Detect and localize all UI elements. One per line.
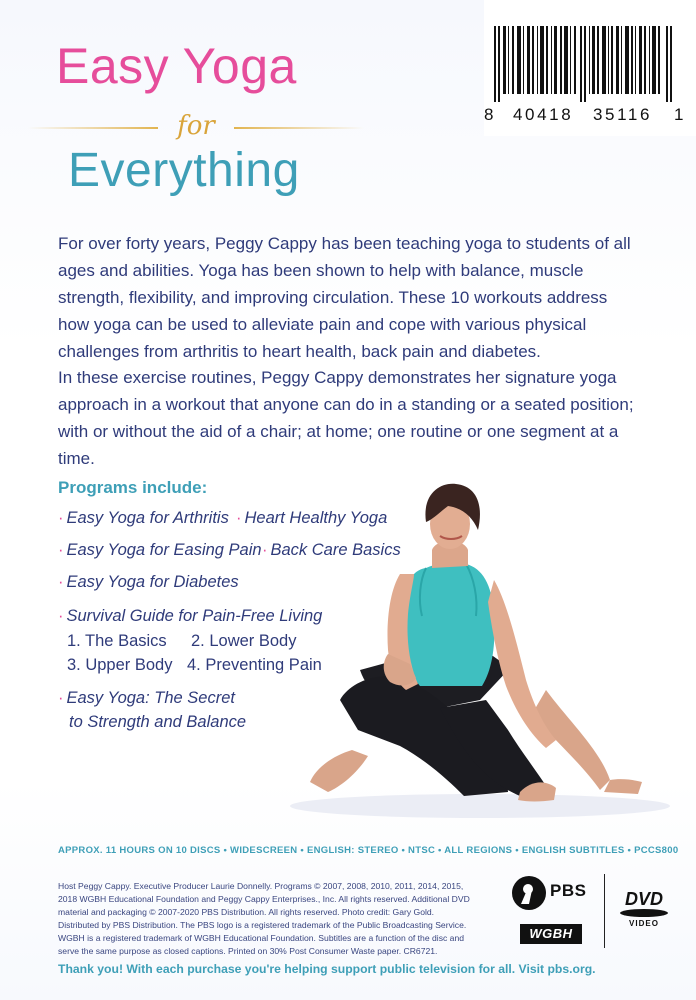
dvd-disc-icon xyxy=(620,909,668,917)
barcode-digits-left: 40418 xyxy=(513,105,574,124)
barcode-digit-lead: 8 xyxy=(484,105,494,124)
title-for-divider xyxy=(28,113,364,143)
gold-rule-right xyxy=(234,127,364,129)
dvd-logo-subtext: VIDEO xyxy=(629,919,659,928)
title-everything: Everything xyxy=(68,144,300,197)
dvd-video-logo xyxy=(616,890,672,929)
program-title: Survival Guide for Pain-Free Living xyxy=(66,607,323,625)
survival-subitem-preventing-pain: 4. Preventing Pain xyxy=(187,656,322,674)
gold-rule-left xyxy=(28,127,158,129)
disc-specs: APPROX. 11 HOURS ON 10 DISCS • WIDESCREEN • ENGLISH: STEREO • NTSC • ALL REGIONS • ENGLISH SUBTITLES • PCCS800 xyxy=(58,845,679,856)
bullet-icon: · xyxy=(58,607,64,625)
program-title-cont: to Strength and Balance xyxy=(69,713,247,731)
bullet-icon: · xyxy=(58,573,64,591)
logo-divider xyxy=(604,874,605,948)
bullet-icon: · xyxy=(58,541,64,559)
program-item-back-care xyxy=(262,538,401,562)
program-title: Easy Yoga for Diabetes xyxy=(66,573,239,591)
dvd-logo-text: DVD xyxy=(624,889,663,909)
footer-thank-you: Thank you! With each purchase you're helping support public television for all. Visit pbs.org. xyxy=(58,962,596,976)
program-item-survival-guide xyxy=(58,604,322,628)
bullet-icon: · xyxy=(262,541,268,559)
bullet-icon: · xyxy=(58,689,64,707)
program-title: Easy Yoga: The Secret xyxy=(66,689,235,707)
pbs-logo-icon xyxy=(512,876,546,910)
program-item-heart-healthy xyxy=(236,506,387,530)
program-title: Easy Yoga for Easing Pain xyxy=(66,541,262,559)
program-item-secret-strength xyxy=(58,686,235,710)
pbs-logo-text: PBS xyxy=(550,881,587,900)
barcode-bars xyxy=(494,26,674,102)
title-for: for xyxy=(177,111,215,141)
survival-subitem-basics: 1. The Basics xyxy=(67,632,167,650)
program-title: Heart Healthy Yoga xyxy=(244,509,388,527)
legal-credits: Host Peggy Cappy. Executive Producer Laurie Donnelly. Programs © 2007, 2008, 2010, 2011, 2014, 2015, 2018 WGBH Educational Foundation and Peggy Cappy Enterprises., Inc. All rights reserved. Additional DVD material and packaging © 2007-2020 PBS Distribution. All rights reserved. Photo credit: Gary Gold. Distributed by PBS Distribution. The PBS logo is a registered trademark of the Public Broadcasting Service. WGBH is a registered trademark of WGBH Educational Foundation. Subtitles are a function of the disc and serve the same purpose as closed captions. Printed on 30% Post Consumer Waste paper. CR6721. xyxy=(58,881,470,956)
program-title: Easy Yoga for Arthritis xyxy=(66,509,229,527)
description-paragraph-1: For over forty years, Peggy Cappy has been teaching yoga to students of all ages and abilities. Yoga has been shown to help with balance, muscle strength, flexibility, and improving circulation. These 10 workouts address how yoga can be used to alleviate pain and cope with various physical challenges from arthritis to heart health, back pain and diabetes. xyxy=(58,234,631,361)
bullet-icon: · xyxy=(58,509,64,527)
barcode-digit-check: 1 xyxy=(674,105,684,124)
program-item-secret-strength-cont xyxy=(69,710,246,734)
description-paragraph-2: In these exercise routines, Peggy Cappy demonstrates her signature yoga approach in a workout that anyone can do in a standing or a seated position; with or without the aid of a chair; at home; one routine or one segment at a time. xyxy=(58,368,634,468)
wgbh-logo: WGBH xyxy=(520,924,582,944)
survival-subitem-lower-body: 2. Lower Body xyxy=(191,632,297,650)
barcode xyxy=(484,0,696,136)
programs-heading: Programs include: xyxy=(58,478,208,497)
title-easy-yoga: Easy Yoga xyxy=(56,38,297,94)
program-item-easing-pain xyxy=(58,538,262,562)
program-item-arthritis xyxy=(58,506,229,530)
bullet-icon: · xyxy=(236,509,242,527)
program-item-diabetes xyxy=(58,570,239,594)
barcode-digits-right: 35116 xyxy=(593,105,653,124)
program-title: Back Care Basics xyxy=(270,541,401,559)
survival-subitem-upper-body: 3. Upper Body xyxy=(67,656,173,674)
